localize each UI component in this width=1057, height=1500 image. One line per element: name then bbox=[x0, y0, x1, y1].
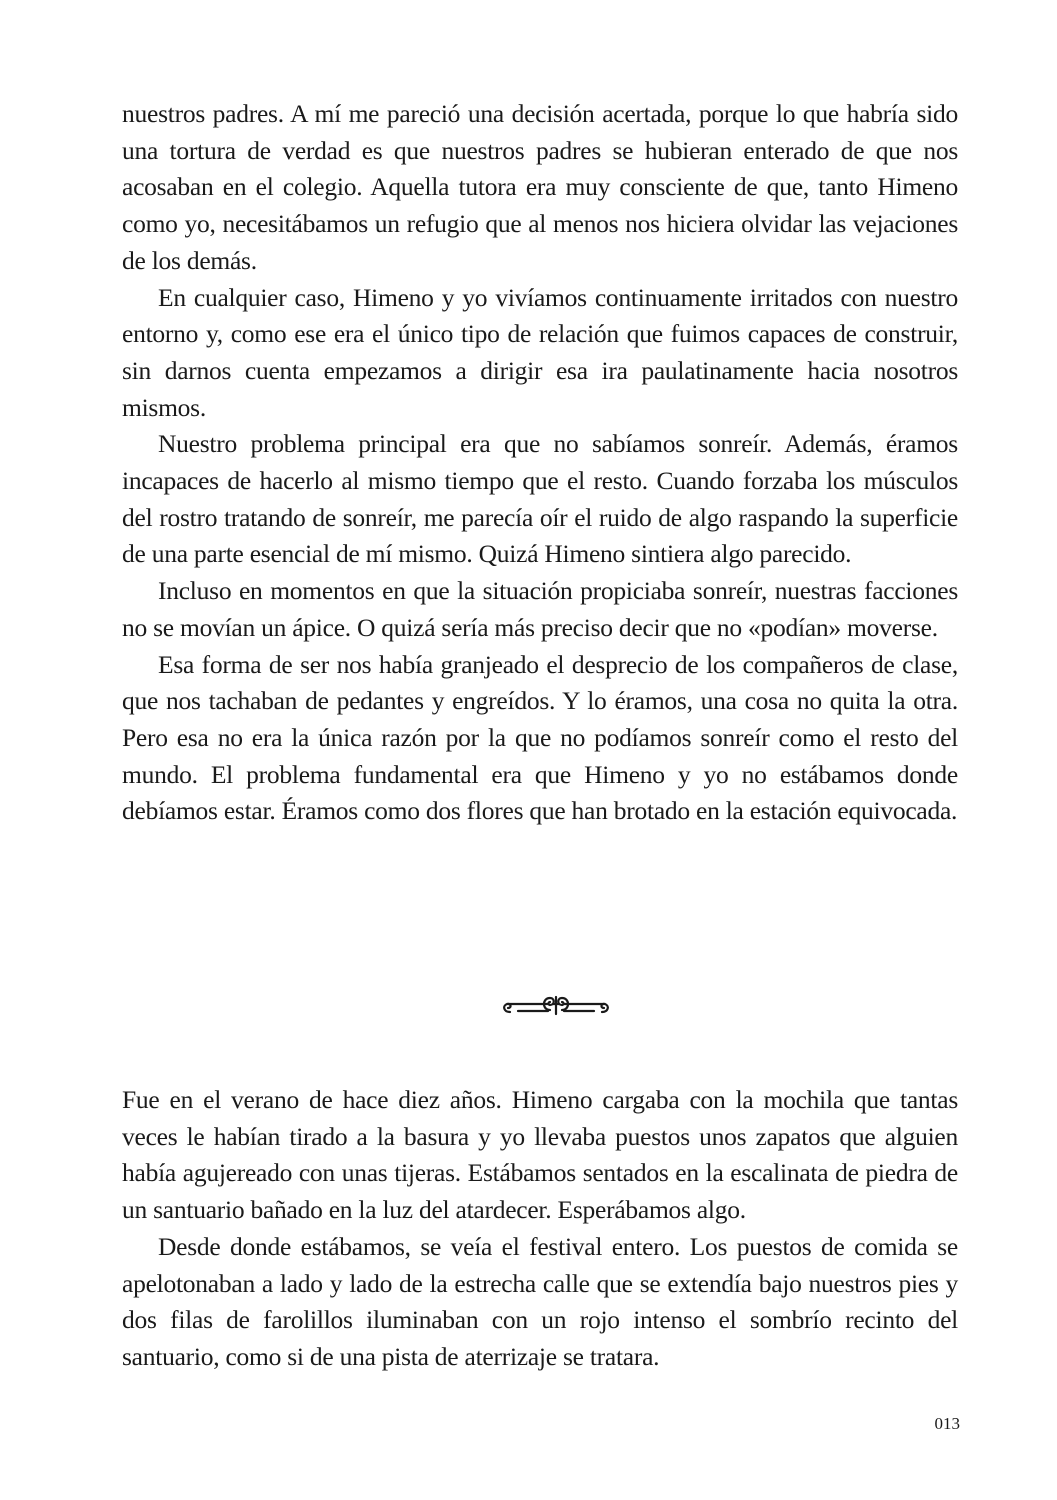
paragraph: Desde donde estábamos, se veía el festival entero. Los puestos de comida se apelotonaban a lado y lado de la estrecha calle que se extendía bajo nuestros pies y dos filas de farolillos iluminaban con un rojo intenso el sombrío recinto del santuario, como si de una pista de aterrizaje se tratara. bbox=[122, 1231, 958, 1371]
section-2 bbox=[122, 1082, 958, 1376]
paragraph: Nuestro problema principal era que no sabíamos sonreír. Además, éramos incapaces de hacerlo al mismo tiempo que el resto. Cuando forzaba los músculos del rostro tratando de sonreír, me parecía oír el ruido de algo raspando la superficie de una parte esencial de mí mismo. Quizá Himeno sintiera algo parecido. bbox=[122, 429, 958, 569]
paragraph: Incluso en momentos en que la situación propiciaba sonreír, nuestras facciones no se movían un ápice. O quizá sería más preciso decir que no «podían» moverse. bbox=[122, 576, 958, 642]
paragraph: En cualquier caso, Himeno y yo vivíamos continuamente irritados con nuestro entorno y, como ese era el único tipo de relación que fuimos capaces de construir, sin darnos cuenta empezamos a dirigir esa ira paulatinamente hacia nosotros mismos. bbox=[122, 282, 958, 422]
page-number: 013 bbox=[934, 1414, 960, 1433]
ornamental-scroll-divider-icon bbox=[496, 990, 616, 1020]
paragraph: Esa forma de ser nos había granjeado el desprecio de los compañeros de clase, que nos tachaban de pedantes y engreídos. Y lo éramos, una cosa no quita la otra. Pero esa no era la única razón por la que no podíamos sonreír como el resto del mundo. El problema fundamental era que Himeno y yo no estábamos donde debíamos estar. Éramos como dos flores que han brotado en la estación equivocada. bbox=[122, 649, 958, 826]
paragraph: nuestros padres. A mí me pareció una decisión acertada, porque lo que habría sido una tortura de verdad es que nuestros padres se hubieran enterado de que nos acosaban en el colegio. Aquella tutora era muy consciente de que, tanto Himeno como yo, necesitábamos un refugio que al menos nos hiciera olvidar las vejaciones de los demás. bbox=[122, 99, 958, 275]
section-1 bbox=[122, 96, 958, 830]
paragraph: Fue en el verano de hace diez años. Himeno cargaba con la mochila que tantas veces le habían tirado a la basura y yo llevaba puestos unos zapatos que alguien había agujereado con unas tijeras. Estábamos sentados en la escalinata de piedra de un santuario bañado en la luz del atardecer. Esperábamos algo. bbox=[122, 1085, 958, 1225]
